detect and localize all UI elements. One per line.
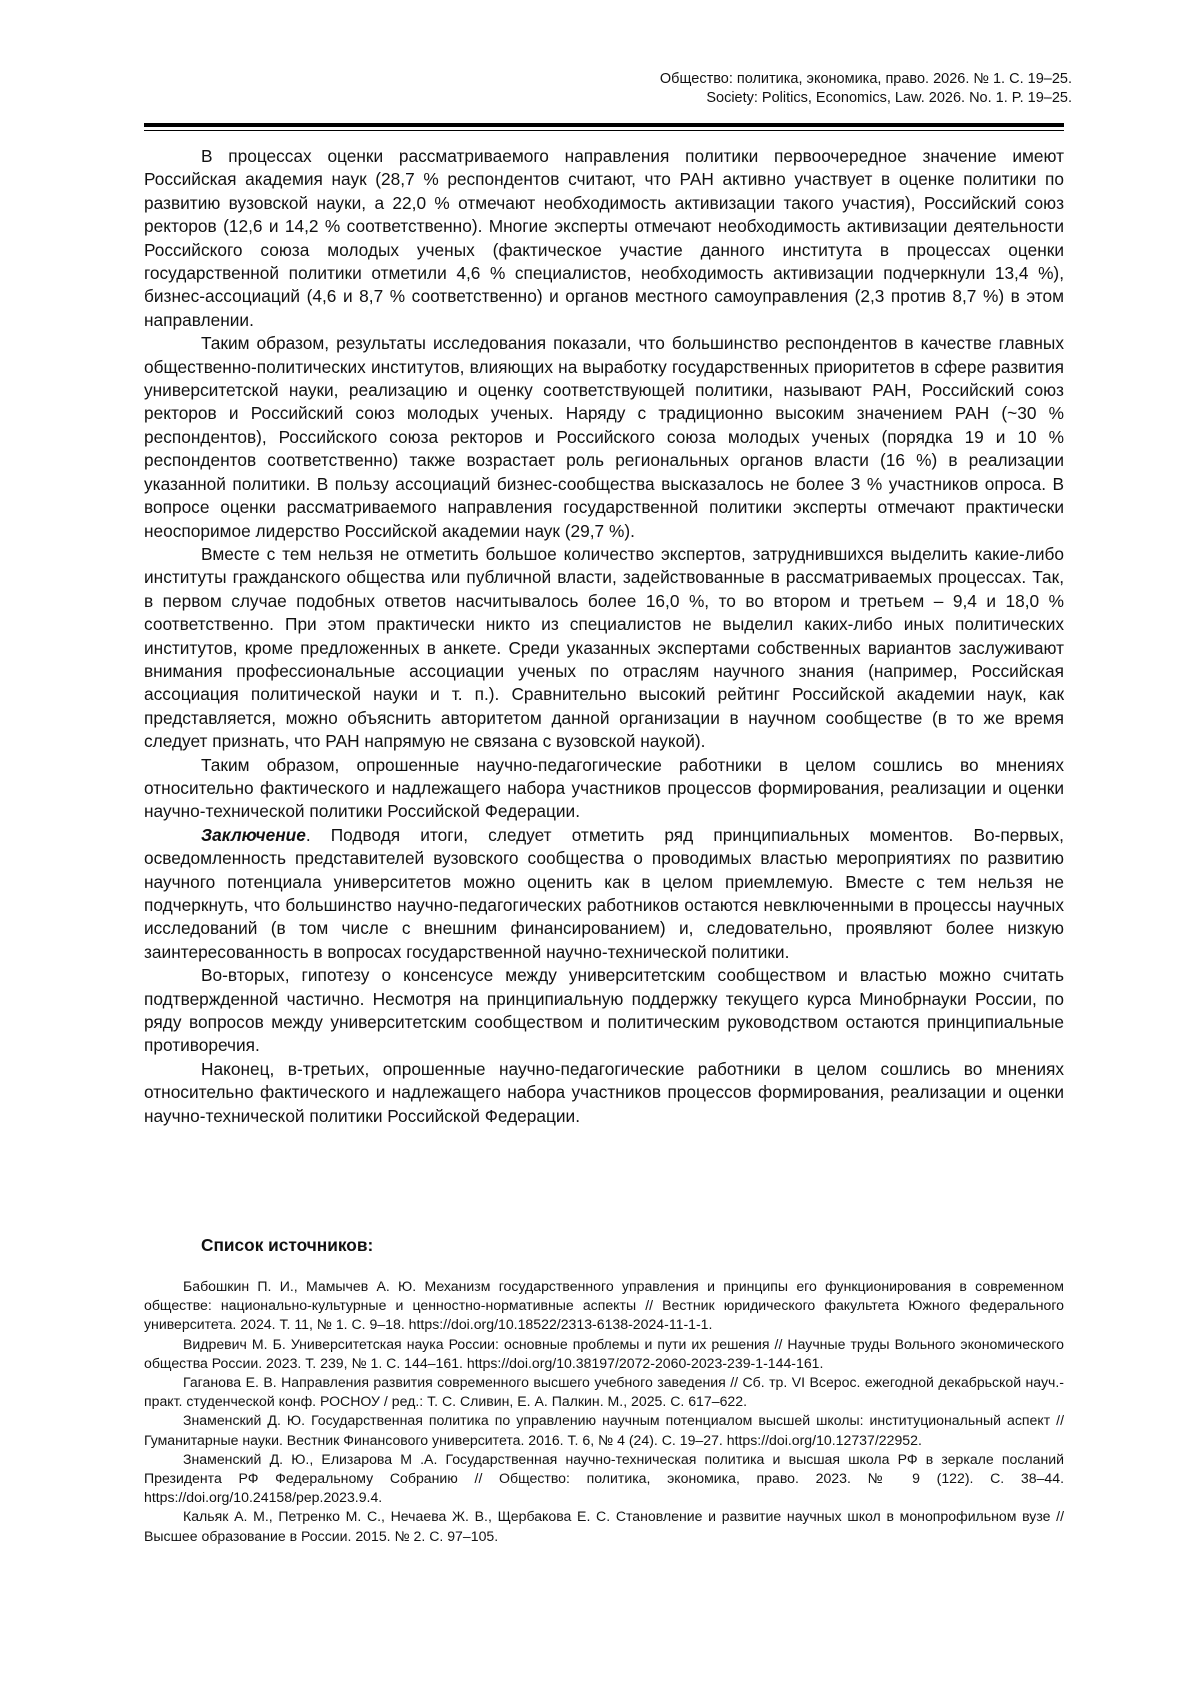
- body-paragraph-3: Вместе с тем нельзя не отметить большое количество экспертов, затруднившихся выделить какие-либо институты гражданского общества или публичной власти, задействованные в рассматриваемых процессах. Так, в первом случае подобных ответов насчитывалось более 16,0 %, то во втором и третьем – 9,4 и 18,0 % соответственно. При этом практически никто из специалистов не выделил каких-либо иных политических институтов, кроме предложенных в анкете. Среди указанных экспертами собственных вариантов заслуживают внимания профессиональные ассоциации ученых по отраслям научного знания (например, Российская ассоциация политической науки и т. п.). Сравнительно высокий рейтинг Российской академии наук, как представляется, можно объяснить авторитетом данной организации в научном сообществе (в то же время следует признать, что РАН напрямую не связана с вузовской наукой).: [144, 543, 1064, 752]
- article-body: [144, 145, 1064, 1128]
- body-paragraph-2: Таким образом, результаты исследования показали, что большинство респондентов в качестве главных общественно-политических институтов, влияющих на выработку государственных приоритетов в сфере развития университетской науки, реализацию и оценку соответствующей политики, называют РАН, Российский союз ректоров и Российский союз молодых ученых. Наряду с традиционно высоким значением РАН (~30 % респондентов), Российского союза ректоров и Российского союза молодых ученых (порядка 19 и 10 % респондентов соответственно) также возрастает роль региональных органов власти (16 %) в реализации указанной политики. В пользу ассоциаций бизнес-сообщества высказалось не более 3 % участников опроса. В вопросе оценки рассматриваемого направления государственной политики эксперты отмечают практически неоспоримое лидерство Российской академии наук (29,7 %).: [144, 333, 1064, 541]
- body-paragraph-6: Во-вторых, гипотезу о консенсусе между университетским сообществом и властью можно считать подтвержденной частично. Несмотря на принципиальную поддержку текущего курса Минобрнауки России, по ряду вопросов между университетским сообществом и политическим руководством остаются принципиальные противоречия.: [144, 965, 1064, 1056]
- body-paragraph-4: Таким образом, опрошенные научно-педагогические работники в целом сошлись во мнениях относительно фактического и надлежащего набора участников процессов формирования, реализации и оценки научно-технической политики Российской Федерации.: [144, 754, 1064, 822]
- reference-item: Кальяк А. М., Петренко М. С., Нечаева Ж. В., Щербакова Е. С. Становление и развитие научных школ в монопрофильном вузе // Высшее образование в России. 2015. № 2. С. 97–105.: [144, 1508, 1064, 1544]
- body-paragraph-1: В процессах оценки рассматриваемого направления политики первоочередное значение имеют Российская академия наук (28,7 % респондентов считают, что РАН активно участвует в оценке политики по развитию вузовской науки, а 22,0 % отмечают необходимость активизации такого участия), Российский союз ректоров (12,6 и 14,2 % соответственно). Многие эксперты отмечают необходимость активизации деятельности Российского союза молодых ученых (фактическое участие данного института в процессах оценки государственной политики отметили 4,6 % специалистов, необходимость активизации подчеркнули 13,4 %), бизнес-ассоциаций (4,6 и 8,7 % соответственно) и органов местного самоуправления (2,3 против 8,7 %) в этом направлении.: [144, 146, 1064, 330]
- reference-item: Знаменский Д. Ю., Елизарова М .А. Государственная научно-техническая политика и высшая школа РФ в зеркале посланий Президента РФ Федеральному Собранию // Общество: политика, экономика, право. 2023. № 9 (122). С. 38–44. https://doi.org/10.24158/pep.2023.9.4.: [144, 1450, 1064, 1506]
- body-paragraph-7: Наконец, в-третьих, опрошенные научно-педагогические работники в целом сошлись во мнениях относительно фактического и надлежащего набора участников процессов формирования, реализации и оценки научно-технической политики Российской Федерации.: [144, 1058, 1064, 1126]
- references-list: [144, 1277, 1064, 1546]
- reference-item: Гаганова Е. В. Направления развития современного высшего учебного заведения // Сб. тр. VI Всерос. ежегодной декабрьской науч.-практ. студенческой конф. РОСНОУ / ред.: Т. С. Сливин, Е. А. Палкин. М., 2025. С. 617–622.: [144, 1374, 1064, 1410]
- header-divider-thin: [144, 130, 1064, 131]
- running-header: [660, 70, 1072, 108]
- reference-item: Знаменский Д. Ю. Государственная политика по управлению научным потенциалом высшей школы: институциональный аспект // Гуманитарные науки. Вестник Финансового университета. 2016. Т. 6, № 4 (24). С. 19–27. https://doi.org/10.12737/22952.: [144, 1412, 1064, 1448]
- reference-item: Видревич М. Б. Университетская наука России: основные проблемы и пути их решения // Научные труды Вольного экономического общества России. 2023. Т. 239, № 1. С. 144–161. https://doi.org/10.38197/2072-2060-2023-239-1-144-161.: [144, 1335, 1064, 1371]
- reference-item: Бабошкин П. И., Мамычев А. Ю. Механизм государственного управления и принципы его функционирования в современном обществе: национально-культурные и ценностно-нормативные аспекты // Вестник юридического факультета Южного федерального университета. 2024. Т. 11, № 1. С. 9–18. https://doi.org/10.18522/2313-6138-2024-11-1-1.: [144, 1278, 1064, 1333]
- conclusion-text: . Подводя итоги, следует отметить ряд принципиальных моментов. Во-первых, осведомленность представителей вузовского сообщества о проводимых властью мероприятиях по развитию научного потенциала университетов можно оценить как в целом приемлемую. Вместе с тем нельзя не подчеркнуть, что большинство научно-педагогических работников остаются невключенными в процессы научных исследований (в том числе с внешним финансированием) и, следовательно, проявляют более низкую заинтересованность в вопросах государственной научно-технической политики.: [144, 824, 1064, 962]
- references-heading: Список источников:: [201, 1235, 374, 1255]
- conclusion-paragraph: [144, 824, 1064, 964]
- conclusion-title: Заключение: [201, 824, 306, 845]
- header-citation-ru: Общество: политика, экономика, право. 2026. № 1. С. 19–25.: [659, 71, 1072, 87]
- header-citation-en: Society: Politics, Economics, Law. 2026. No. 1. P. 19–25.: [706, 90, 1072, 106]
- header-divider-thick: [144, 123, 1064, 127]
